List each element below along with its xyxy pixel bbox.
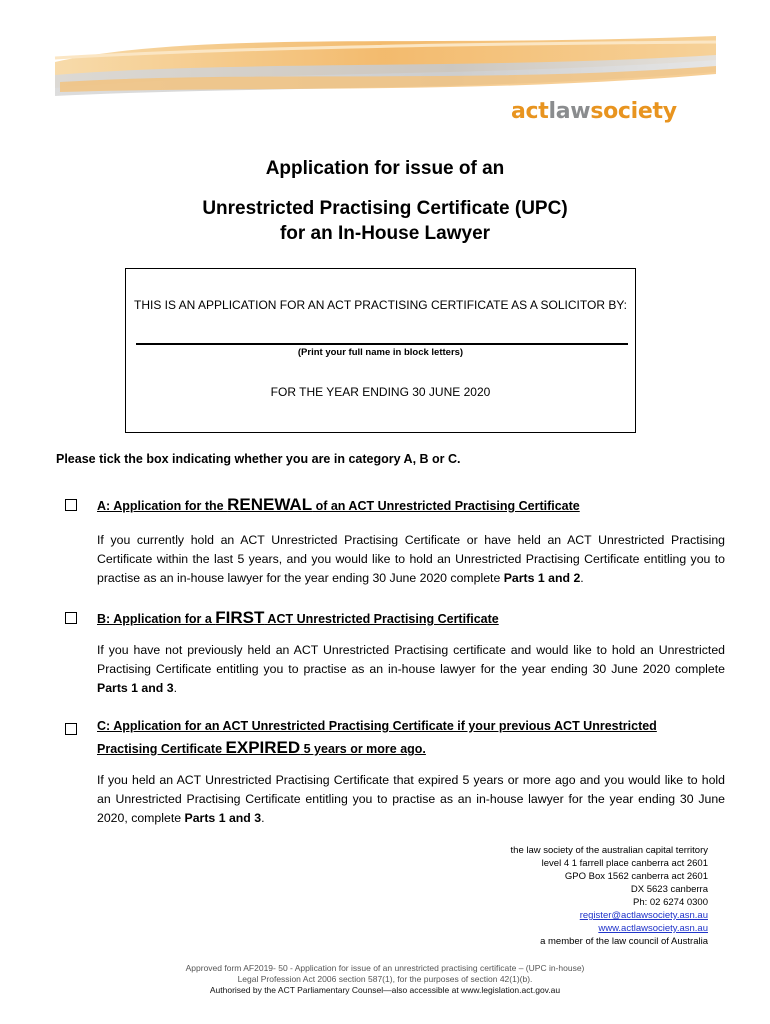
category-a-heading: A: Application for the RENEWAL of an ACT Unrestricted Practising Certificate — [97, 495, 580, 514]
form-title-line-2: Unrestricted Practising Certificate (UPC) — [202, 198, 568, 219]
footer-authorised: Authorised by the ACT Parliamentary Counsel—also accessible at www.legislation.act.gov.au — [209, 985, 561, 995]
category-c-heading: C: Application for an ACT Unrestricted Practising Certificate if your previous ACT Unrestricted Practising Certificate EXPIRED 5 years or more ago. — [97, 719, 657, 757]
category-a-description: If you currently hold an ACT Unrestricted Practising Certificate or have held an ACT Unrestricted Practising Certificate within the last 5 years, and you would like to hold an Unrestricted Practising Certificate entitling you to practise as an in-house lawyer for the year ending 30 June 2020 complete Parts 1 and 2. — [97, 533, 725, 585]
footer-approved-form: Approved form AF2019- 50 - Application for issue of an unrestricted practising certificate – (UPC in-house) — [185, 963, 585, 973]
email-link[interactable]: register@actlawsociety.asn.au — [579, 910, 708, 921]
name-field-hint: (Print your full name in block letters) — [297, 347, 464, 358]
applicant-name-field[interactable] — [136, 343, 628, 345]
application-intro-text: THIS IS AN APPLICATION FOR AN ACT PRACTISING CERTIFICATE AS A SOLICITOR BY: — [133, 298, 627, 312]
society-address-block: the law society of the australian capital territory level 4 1 farrell place canberra act 2601 GPO Box 1562 canberra act 2601 DX 5623 canberra Ph: 02 6274 0300 register@actlawsociety.asn.au www.actlawsociety.asn.au a member of the law council of Australia — [510, 845, 708, 947]
category-c-checkbox[interactable] — [65, 723, 77, 735]
footer-legislation: Legal Profession Act 2006 section 587(1), for the purposes of section 42(1)(b). — [237, 974, 533, 984]
category-b-description: If you have not previously held an ACT Unrestricted Practising certificate and would like to hold an Unrestricted Practising Certificate entitling you to practise as an in-house lawyer for the year ending 30 June 2020 complete Parts 1 and 3. — [97, 643, 725, 695]
category-a-checkbox[interactable] — [65, 499, 77, 511]
website-link[interactable]: www.actlawsociety.asn.au — [598, 923, 708, 934]
category-instruction: Please tick the box indicating whether you are in category A, B or C. — [56, 452, 461, 466]
applicant-name-box — [125, 268, 636, 433]
category-c-description: If you held an ACT Unrestricted Practising Certificate that expired 5 years or more ago and you would like to hold an Unrestricted Practising Certificate entitling you to practise as an in-house lawyer for the year ending 30 June 2020, complete Parts 1 and 3. — [97, 773, 725, 825]
act-law-society-logo: actlawsociety — [511, 99, 677, 124]
category-b-heading: B: Application for a FIRST ACT Unrestricted Practising Certificate — [97, 608, 499, 627]
form-title-line-1: Application for issue of an — [265, 158, 505, 179]
form-title-line-3: for an In-House Lawyer — [279, 223, 491, 244]
year-ending-text: FOR THE YEAR ENDING 30 JUNE 2020 — [270, 385, 491, 399]
category-b-checkbox[interactable] — [65, 612, 77, 624]
